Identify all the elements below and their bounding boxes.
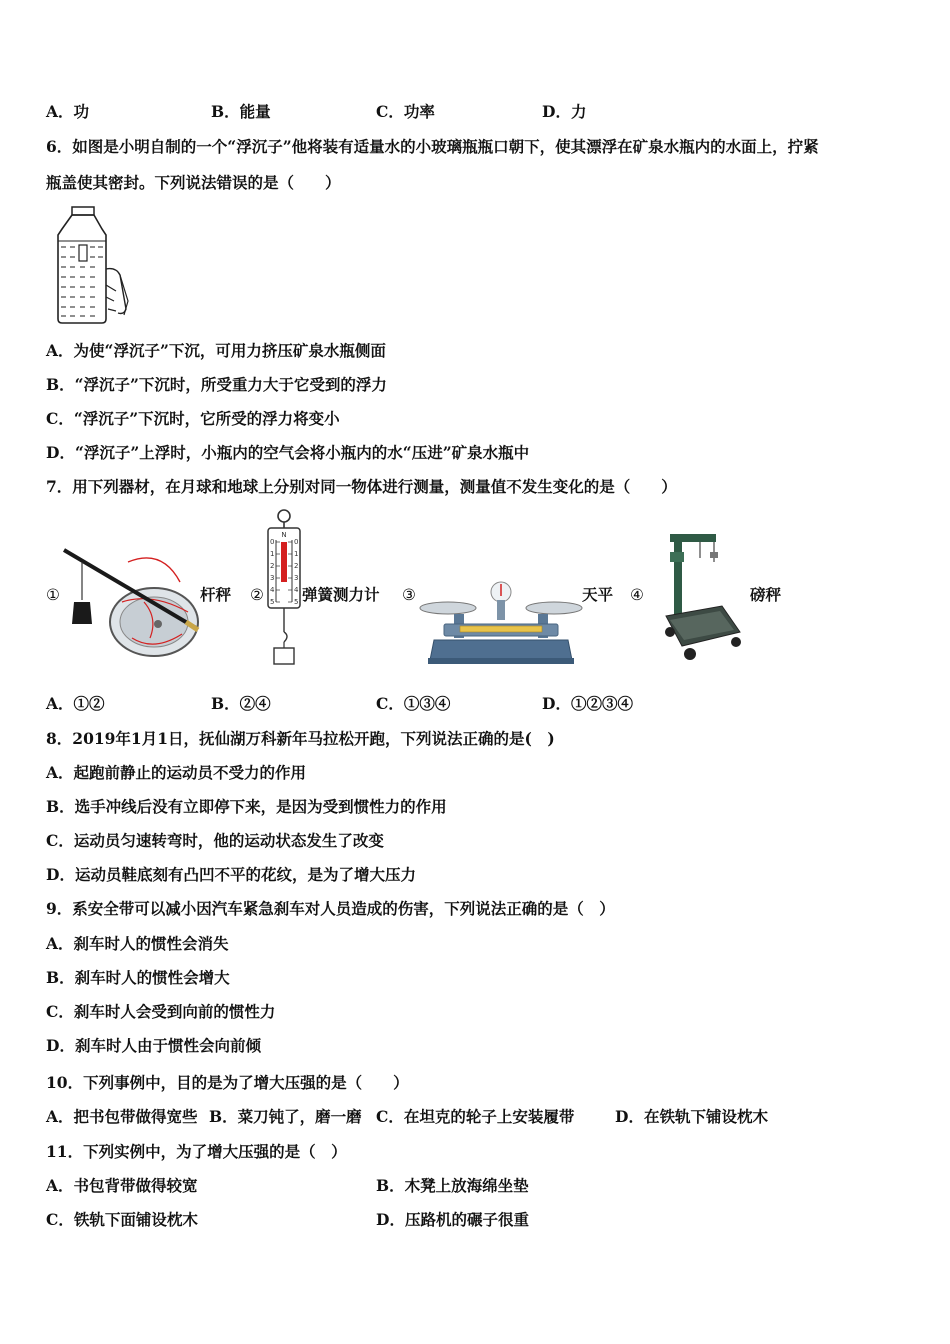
q11-option-b: B．木凳上放海绵坐垫 [376,1176,529,1195]
q7-fig1-label: 杆秤 [200,585,232,604]
q11-option-a: A．书包背带做得较宽 [46,1176,198,1195]
q5-option-d: D．力 [542,102,587,121]
scale-tick-left-5: 5 [270,598,275,606]
scale-tick-right-2: 2 [294,562,299,570]
q9-option-c: C．刹车时人会受到向前的惯性力 [46,1002,276,1021]
q10-option-d: D．在铁轨下铺设枕木 [615,1107,768,1126]
scale-tick-right-1: 1 [294,550,299,558]
q10-option-b: B．菜刀钝了，磨一磨 [209,1107,362,1126]
q7-stem: 7．用下列器材，在月球和地球上分别对同一物体进行测量，测量值不发生变化的是（ ） [46,477,677,496]
q5-option-c: C．功率 [376,102,435,121]
bottle-illustration [50,205,132,327]
q10-option-c: C．在坦克的轮子上安装履带 [376,1107,575,1126]
q7-fig3-num: ③ [402,586,416,604]
q8-option-b: B．选手冲线后没有立即停下来，是因为受到惯性力的作用 [46,797,447,816]
q11-option-c: C．铁轨下面铺设枕木 [46,1210,198,1229]
scale-tick-left-4: 4 [270,586,275,594]
q6-option-c: C．“浮沉子”下沉时，它所受的浮力将变小 [46,409,340,428]
q11-option-d: D．压路机的碾子很重 [376,1210,529,1229]
q7-option-a: A．①② [46,694,105,713]
q7-fig4-label: 磅秤 [750,585,782,604]
steelyard-icon [62,542,202,660]
platform-scale-icon [660,532,744,662]
scale-tick-left-2: 2 [270,562,275,570]
q9-stem: 9．系安全带可以减小因汽车紧急刹车对人员造成的伤害，下列说法正确的是（ ） [46,899,615,918]
scale-tick-right-5: 5 [294,598,299,606]
q7-fig2-label: 弹簧测力计 [302,585,380,604]
q9-option-a: A．刹车时人的惯性会消失 [46,934,229,953]
q7-steelyard-figure [62,542,202,664]
q6-option-d: D．“浮沉子”上浮时，小瓶内的空气会将小瓶内的水“压进”矿泉水瓶中 [46,443,530,462]
q7-option-d: D．①②③④ [542,694,633,713]
q7-fig1-num: ① [46,586,60,604]
q7-option-b: B．②④ [211,694,271,713]
q7-fig2-num: ② [250,586,264,604]
q6-stem-line1: 6．如图是小明自制的一个“浮沉子”他将装有适量水的小玻璃瓶瓶口朝下，使其漂浮在矿泉水瓶内的水面上，拧紧 [46,137,819,156]
q6-bottle-figure [50,205,132,331]
q9-option-b: B．刹车时人的惯性会增大 [46,968,230,987]
q7-option-c: C．①③④ [376,694,451,713]
q7-balance-figure [418,580,584,670]
q7-spring-scale-figure [264,508,304,670]
q6-option-b: B．“浮沉子”下沉时，所受重力大于它受到的浮力 [46,375,387,394]
scale-tick-left-1: 1 [270,550,275,558]
q10-stem: 10．下列事例中，目的是为了增大压强的是（ ） [46,1073,409,1092]
scale-tick-right-0: 0 [294,538,299,546]
q7-platform-scale-figure [660,532,744,666]
scale-tick-left-3: 3 [270,574,275,582]
balance-icon [418,580,584,666]
q6-option-a: A．为使“浮沉子”下沉，可用力挤压矿泉水瓶侧面 [46,341,386,360]
q6-stem-line2: 瓶盖使其密封。下列说法错误的是（ ） [46,173,341,192]
q7-fig4-num: ④ [630,586,644,604]
q10-option-a: A．把书包带做得宽些 [46,1107,198,1126]
q7-fig3-label: 天平 [582,585,614,604]
q5-option-b: B．能量 [211,102,271,121]
q8-stem: 8．2019年1月1日，抚仙湖万科新年马拉松开跑，下列说法正确的是( ) [46,729,555,748]
q9-option-d: D．刹车时人由于惯性会向前倾 [46,1036,261,1055]
q8-option-c: C．运动员匀速转弯时，他的运动状态发生了改变 [46,831,384,850]
q5-option-a: A．功 [46,102,90,121]
scale-tick-left-0: 0 [270,538,275,546]
q8-option-a: A．起跑前静止的运动员不受力的作用 [46,763,307,782]
q8-option-d: D．运动员鞋底刻有凸凹不平的花纹，是为了增大压力 [46,865,416,884]
scale-unit-mark: N [281,531,287,539]
scale-tick-right-4: 4 [294,586,299,594]
scale-tick-right-3: 3 [294,574,299,582]
spring-scale-icon [264,508,304,666]
q11-stem: 11．下列实例中，为了增大压强的是（ ） [46,1142,347,1161]
